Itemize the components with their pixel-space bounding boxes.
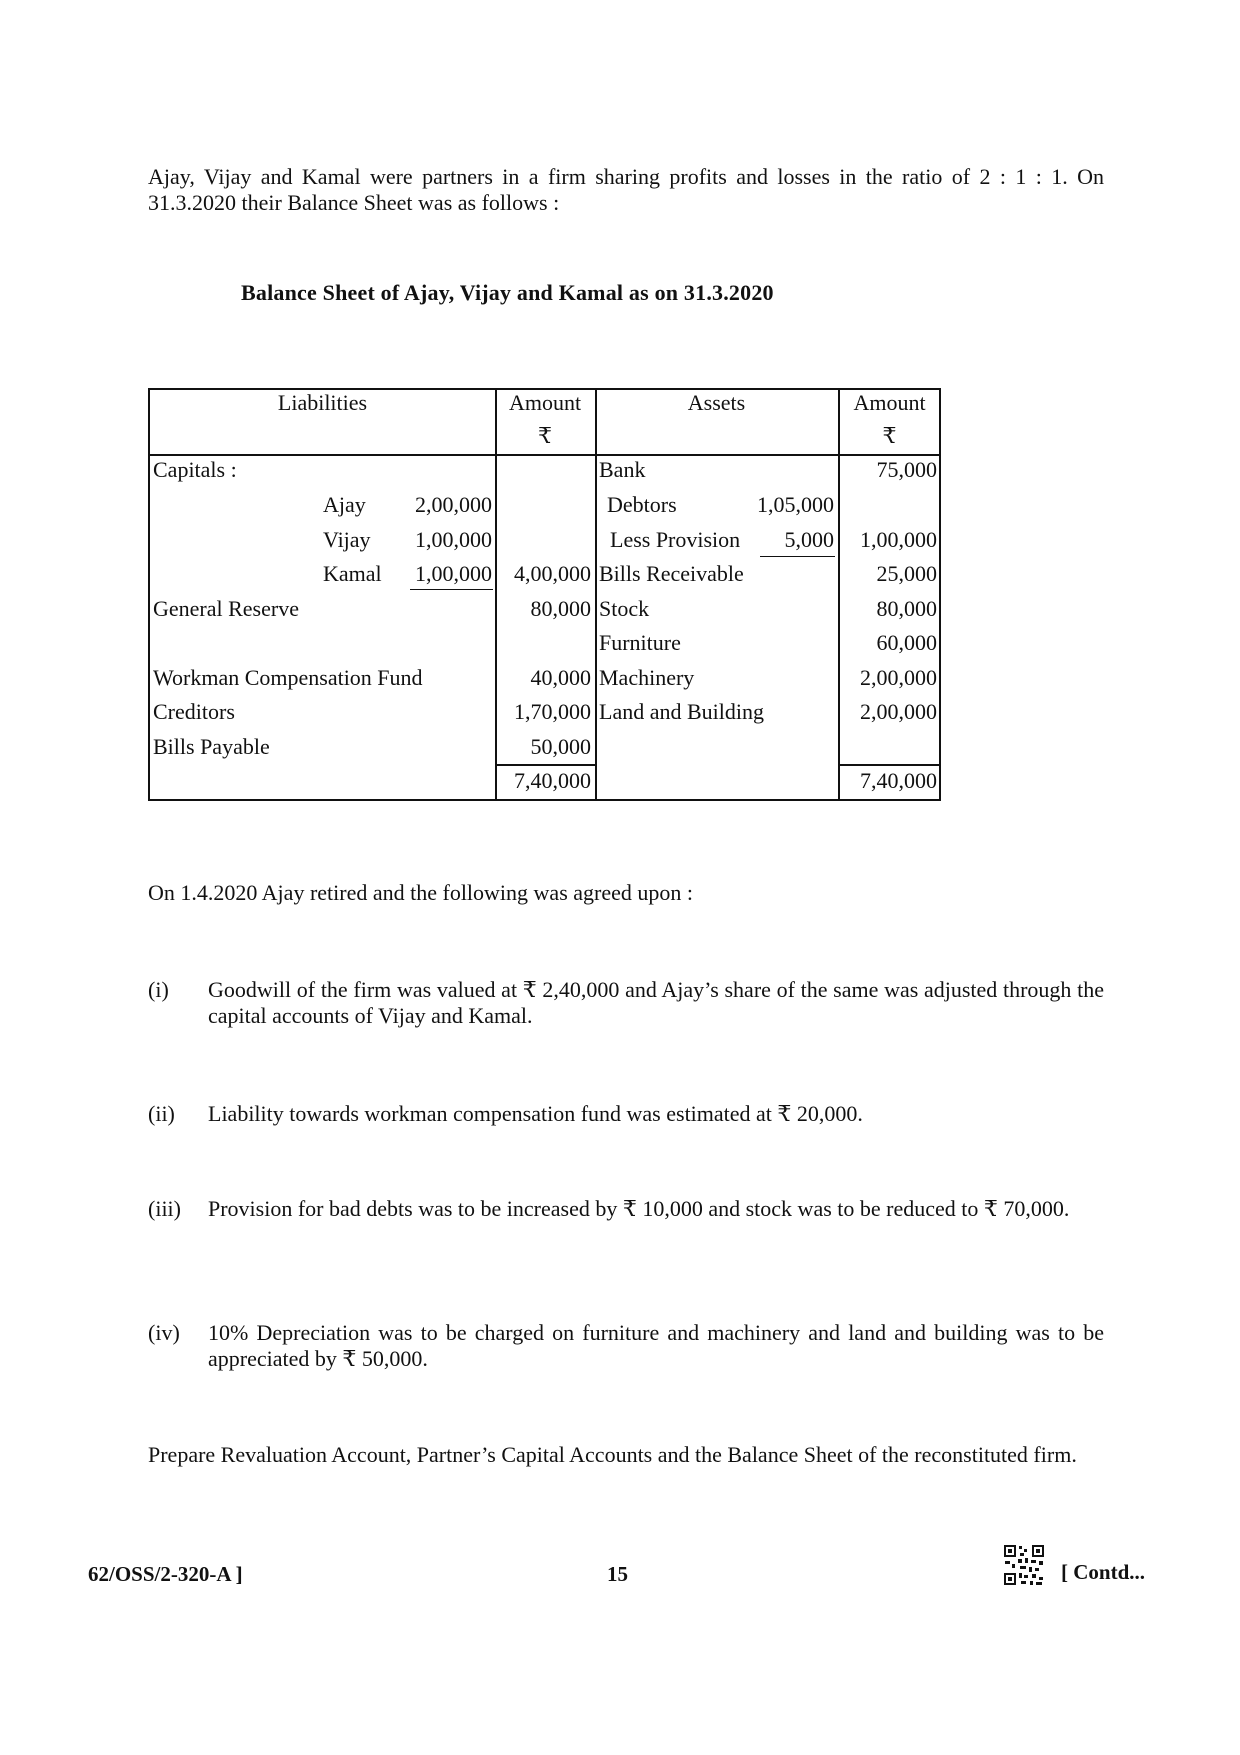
term-number: (iii) (148, 1196, 181, 1221)
continued-marker: [ Contd... (1061, 1560, 1146, 1584)
furniture-amount: 60,000 (876, 630, 937, 655)
partner-name: Vijay (323, 527, 371, 552)
balance-sheet-title: Balance Sheet of Ajay, Vijay and Kamal as on 31.3.2020 (241, 280, 774, 305)
liabilities-amount-header: Amount (508, 390, 582, 415)
capitals-label: Capitals : (153, 457, 237, 482)
qr-code-icon (1003, 1544, 1045, 1586)
subtotal-rule (760, 556, 835, 557)
closing-instruction: Prepare Revaluation Account, Partner’s Capital Accounts and the Balance Sheet of the reconstituted firm. (148, 1442, 1077, 1467)
term-text: Provision for bad debts was to be increased by ₹ 10,000 and stock was to be reduced to ₹ 70,000. (208, 1196, 1070, 1221)
stock-label: Stock (599, 596, 650, 621)
partner-capital: 1,00,000 (415, 527, 492, 552)
liabilities-header: Liabilities (277, 390, 368, 415)
bank-label: Bank (599, 457, 646, 482)
machinery-amount: 2,00,000 (860, 665, 937, 690)
debtors-net: 1,00,000 (860, 527, 937, 552)
liabilities-total: 7,40,000 (514, 768, 591, 793)
page-number: 15 (607, 1562, 628, 1586)
term-number: (ii) (148, 1101, 175, 1126)
balance-sheet-table (148, 388, 941, 801)
capitals-total: 4,00,000 (514, 561, 591, 586)
assets-header: Assets (687, 390, 746, 415)
partner-capital: 1,00,000 (415, 561, 492, 586)
creditors-amount: 1,70,000 (514, 699, 591, 724)
currency-symbol: ₹ (538, 423, 552, 448)
partner-name: Kamal (323, 561, 382, 586)
provision-amount: 5,000 (784, 527, 834, 552)
intro-paragraph: Ajay, Vijay and Kamal were partners in a firm sharing profits and losses in the ratio of 2 : 1 : 1. On 31.3.2020 their Balance Sheet was as follows : (148, 164, 1104, 215)
workman-fund-amount: 40,000 (530, 665, 591, 690)
bills-receivable-label: Bills Receivable (599, 561, 744, 586)
bank-amount: 75,000 (876, 457, 937, 482)
land-building-label: Land and Building (599, 699, 764, 724)
assets-amount-header: Amount (853, 390, 926, 415)
general-reserve-amount: 80,000 (530, 596, 591, 621)
workman-fund-label: Workman Compensation Fund (153, 665, 423, 690)
agreement-intro: On 1.4.2020 Ajay retired and the following was agreed upon : (148, 880, 693, 905)
subtotal-rule (410, 589, 493, 590)
paper-code: 62/OSS/2-320-A ] (88, 1562, 243, 1586)
term-text: 10% Depreciation was to be charged on furniture and machinery and land and building was to be appreciated by ₹ 50,000. (208, 1320, 1104, 1371)
column-divider (595, 390, 597, 799)
total-rule (838, 764, 941, 766)
bills-receivable-amount: 25,000 (876, 561, 937, 586)
debtors-label: Debtors (607, 492, 677, 517)
total-rule (495, 764, 595, 766)
creditors-label: Creditors (153, 699, 235, 724)
debtors-gross: 1,05,000 (757, 492, 834, 517)
term-number: (iv) (148, 1320, 180, 1345)
header-separator (150, 454, 939, 456)
partner-capital: 2,00,000 (415, 492, 492, 517)
term-number: (i) (148, 977, 169, 1002)
furniture-label: Furniture (599, 630, 681, 655)
term-text: Goodwill of the firm was valued at ₹ 2,40,000 and Ajay’s share of the same was adjusted through the capital accounts of Vijay and Kamal. (208, 977, 1104, 1028)
assets-total: 7,40,000 (860, 768, 937, 793)
stock-amount: 80,000 (876, 596, 937, 621)
column-divider (838, 390, 840, 799)
general-reserve-label: General Reserve (153, 596, 299, 621)
term-text: Liability towards workman compensation fund was estimated at ₹ 20,000. (208, 1101, 863, 1126)
less-provision-label: Less Provision (610, 527, 741, 552)
land-building-amount: 2,00,000 (860, 699, 937, 724)
partner-name: Ajay (323, 492, 366, 517)
bills-payable-amount: 50,000 (530, 734, 591, 759)
bills-payable-label: Bills Payable (153, 734, 270, 759)
currency-symbol: ₹ (882, 423, 897, 448)
machinery-label: Machinery (599, 665, 695, 690)
